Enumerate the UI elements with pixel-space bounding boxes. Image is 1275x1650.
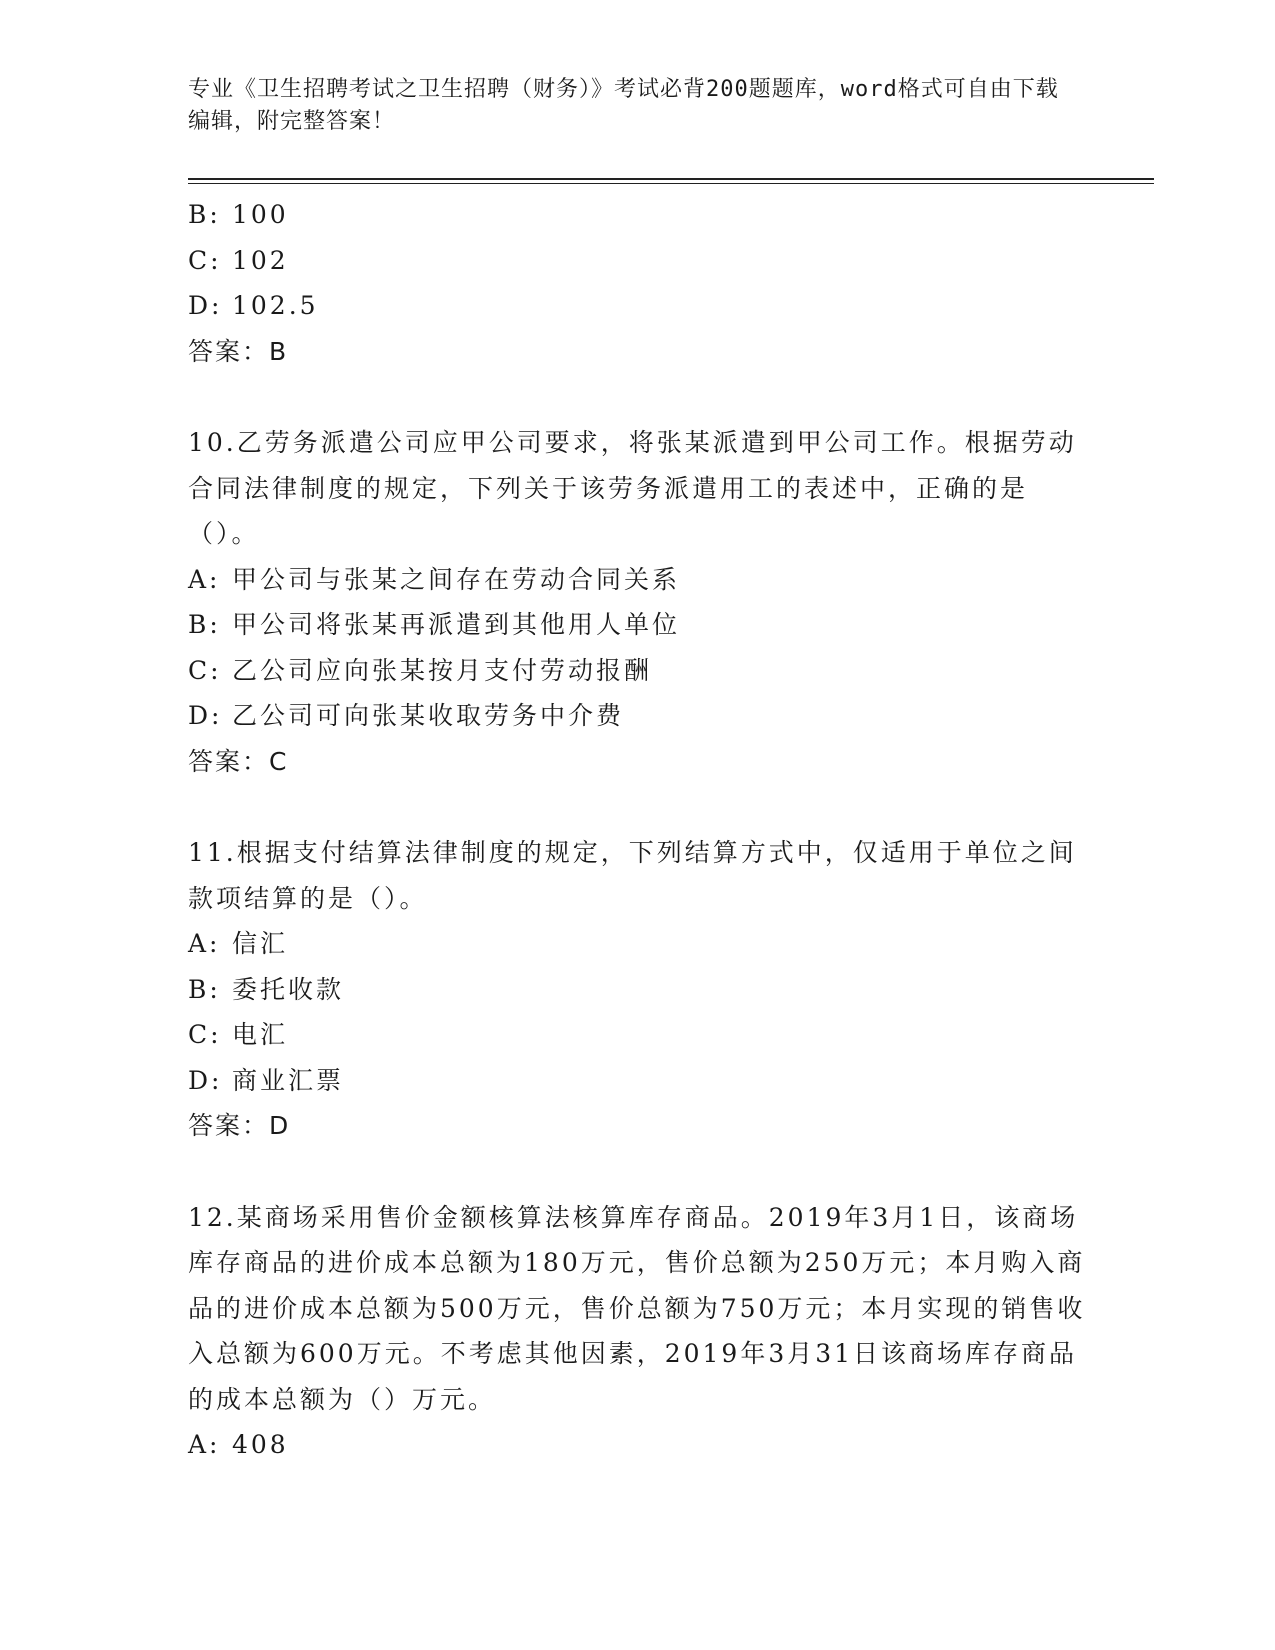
- question-12: [188, 1195, 1088, 1468]
- question-9-tail: [188, 192, 1088, 374]
- answer: 答案：D: [188, 1111, 291, 1140]
- option-b: B: 甲公司将张某再派遣到其他用人单位: [188, 610, 681, 639]
- option-c: C: 乙公司应向张某按月支付劳动报酬: [188, 655, 653, 685]
- document-header: 专业《卫生招聘考试之卫生招聘（财务）》考试必背200题题库，word格式可自由下载编辑，附完整答案！: [188, 77, 1059, 134]
- option-b: B: 100: [188, 200, 289, 229]
- option-a: A: 408: [188, 1430, 289, 1459]
- question-text: 10.乙劳务派遣公司应甲公司要求，将张某派遣到甲公司工作。根据劳动合同法律制度的规定，下列关于该劳务派遣用工的表述中，正确的是（）。: [188, 428, 1077, 548]
- option-d: D: 102.5: [188, 291, 319, 320]
- question-10: [188, 420, 1088, 784]
- answer: 答案：B: [188, 336, 289, 366]
- question-11: [188, 830, 1088, 1149]
- question-text: 12.某商场采用售价金额核算法核算库存商品。2019年3月1日，该商场库存商品的进价成本总额为180万元，售价总额为250万元；本月购入商品的进价成本总额为500万元，售价总额为750万元；本月实现的销售收入总额为600万元。不考虑其他因素，2019年3月31日该商场库存商品的成本总额为（）万元。: [188, 1202, 1086, 1414]
- answer: 答案：C: [188, 746, 289, 776]
- option-c: C: 102: [188, 245, 289, 275]
- option-a: A: 信汇: [188, 929, 289, 958]
- header-rule-thick: [188, 178, 1154, 180]
- header-rule-thin: [188, 183, 1154, 184]
- option-d: D: 商业汇票: [188, 1065, 345, 1095]
- option-c: C: 电汇: [188, 1020, 289, 1049]
- option-d: D: 乙公司可向张某收取劳务中介费: [188, 701, 625, 730]
- option-b: B: 委托收款: [188, 974, 345, 1004]
- option-a: A: 甲公司与张某之间存在劳动合同关系: [188, 564, 681, 594]
- document-body: [188, 192, 1088, 1468]
- question-text: 11.根据支付结算法律制度的规定，下列结算方式中，仅适用于单位之间款项结算的是（）。: [188, 838, 1077, 913]
